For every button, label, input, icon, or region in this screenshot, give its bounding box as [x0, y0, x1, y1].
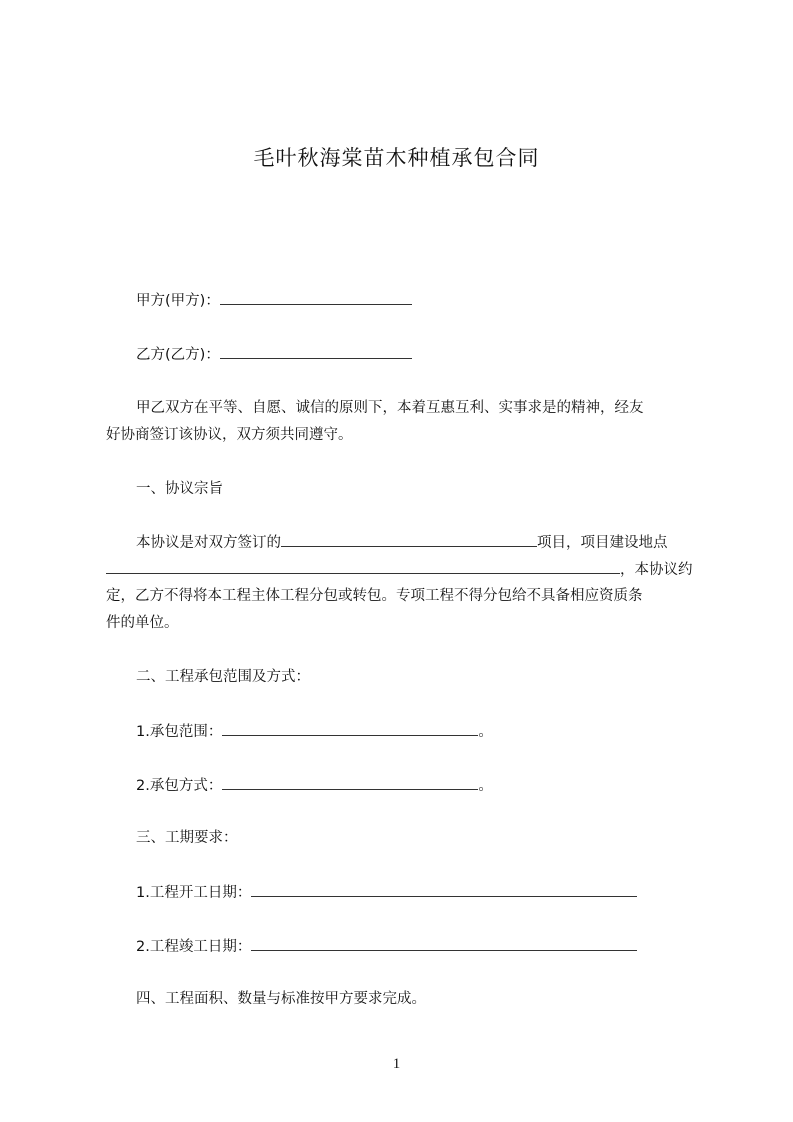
document-title: 毛叶秋海棠苗木种植承包合同 — [253, 146, 540, 170]
intro-line-1: 甲乙双方在平等、自愿、诚信的原则下，本着互惠互利、实事求是的精神，经友 — [136, 400, 644, 416]
start-date-line — [136, 882, 637, 903]
party-a-line — [136, 290, 412, 311]
section-2-heading: 二、工程承包范围及方式： — [136, 669, 310, 685]
section-1-text-after: 项目，项目建设地点 — [537, 535, 668, 551]
page-number: 1 — [392, 1056, 401, 1072]
section-3-heading: 三、工期要求： — [136, 830, 238, 846]
completion-date-blank[interactable] — [251, 936, 637, 951]
contract-scope-blank[interactable] — [222, 721, 478, 736]
contract-method-end-mark: 。 — [478, 778, 493, 794]
section-1-line-2 — [106, 559, 693, 580]
section-1-text-before: 本协议是对双方签订的 — [136, 535, 281, 551]
completion-date-line — [136, 936, 637, 957]
contract-scope-end-mark: 。 — [478, 724, 493, 740]
intro-line-2: 好协商签订该协议，双方须共同遵守。 — [106, 427, 353, 443]
party-b-blank[interactable] — [220, 344, 412, 359]
start-date-label: 1.工程开工日期： — [136, 885, 252, 901]
party-b-label: 乙方(乙方)： — [136, 347, 220, 363]
project-location-blank[interactable] — [106, 559, 620, 574]
completion-date-label: 2.工程竣工日期： — [136, 939, 252, 955]
party-b-line — [136, 344, 412, 365]
section-1-line-3: 定，乙方不得将本工程主体工程分包或转包。专项工程不得分包给不具备相应资质条 — [106, 588, 643, 604]
contract-scope-label: 1.承包范围： — [136, 724, 223, 740]
contract-method-blank[interactable] — [222, 775, 478, 790]
section-1-line-4: 件的单位。 — [106, 615, 179, 631]
section-1-line-2-text: ，本协议约 — [620, 562, 693, 578]
contract-scope-line — [136, 721, 493, 742]
section-1-heading: 一、协议宗旨 — [136, 481, 223, 497]
section-1-line-1 — [136, 532, 668, 553]
section-4-heading: 四、工程面积、数量与标准按甲方要求完成。 — [136, 991, 426, 1007]
project-name-blank[interactable] — [281, 532, 537, 547]
start-date-blank[interactable] — [251, 882, 637, 897]
contract-method-line — [136, 775, 493, 796]
party-a-blank[interactable] — [220, 290, 412, 305]
party-a-label: 甲方(甲方)： — [136, 293, 220, 309]
contract-method-label: 2.承包方式： — [136, 778, 223, 794]
